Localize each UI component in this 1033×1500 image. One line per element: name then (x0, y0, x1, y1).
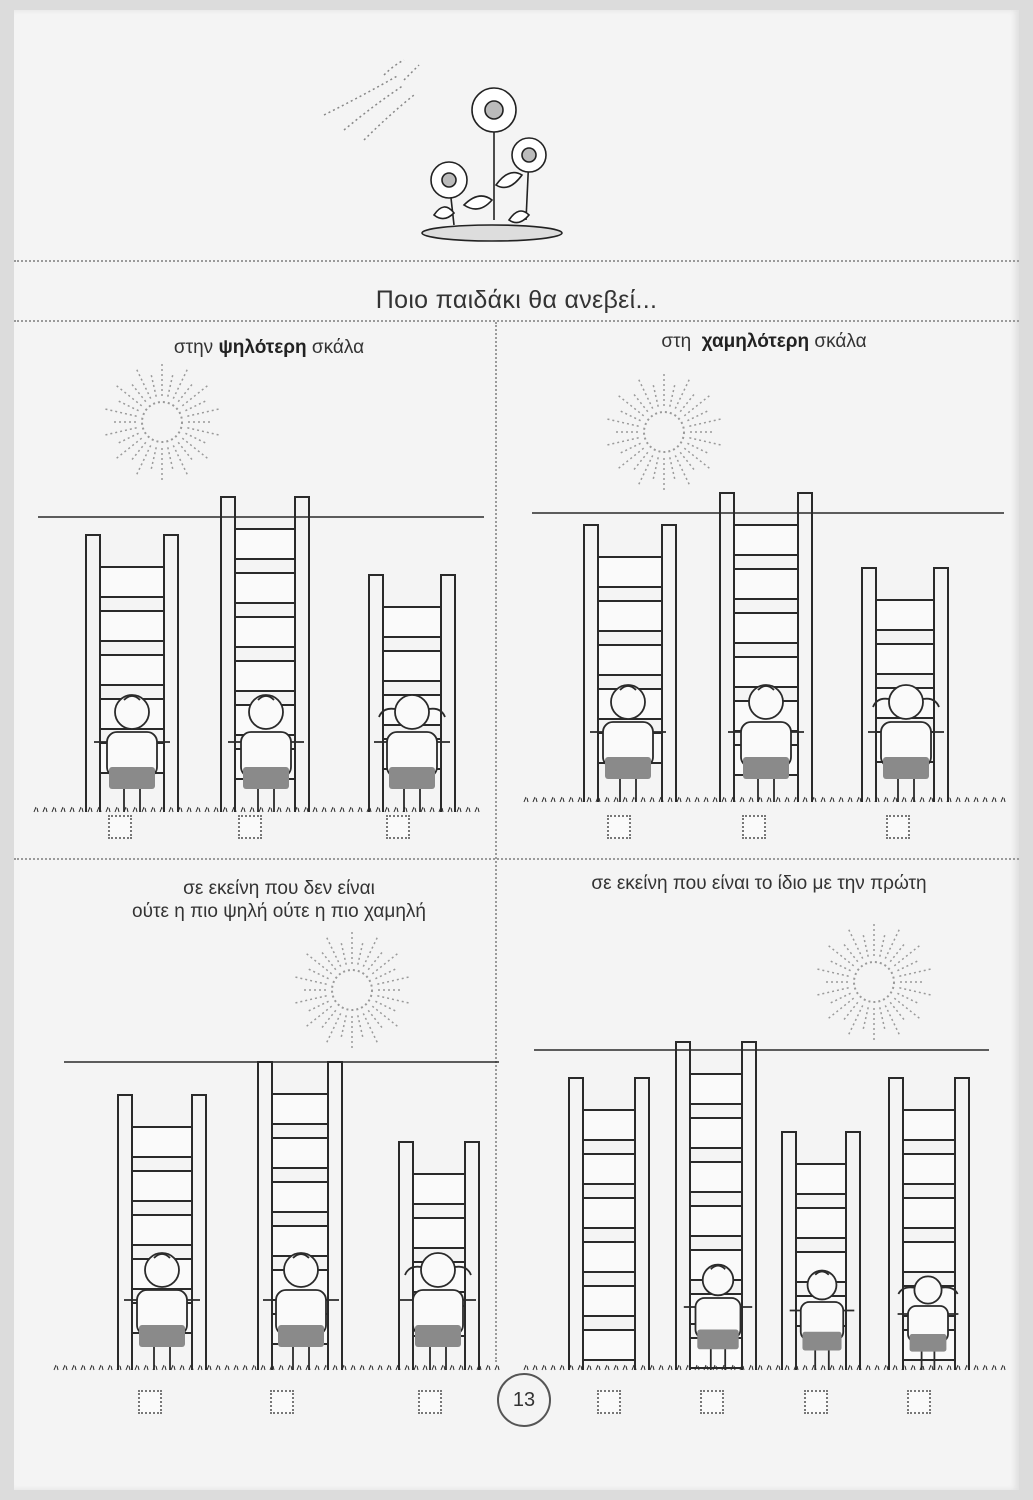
caption-emphasis: χαμηλότερη (701, 331, 810, 352)
answer-checkbox[interactable] (108, 815, 132, 839)
caption-line: σε εκείνη που δεν είναι (183, 878, 375, 899)
sun-icon (294, 930, 411, 1050)
answer-checkbox[interactable] (886, 815, 910, 839)
answer-checkbox[interactable] (804, 1390, 828, 1414)
page-title: Ποιο παιδάκι θα ανεβεί... (375, 286, 658, 314)
answer-checkbox[interactable] (238, 815, 262, 839)
caption-line: σε εκείνη που είναι το ίδιο με την πρώτη (591, 873, 927, 894)
scene-same-ladder (504, 910, 1014, 1430)
grass (524, 797, 1005, 802)
answer-checkbox[interactable] (597, 1390, 621, 1414)
grass (524, 1365, 1005, 1370)
answer-checkbox[interactable] (742, 815, 766, 839)
worksheet-page (14, 10, 1019, 1490)
sun-icon (816, 922, 933, 1042)
answer-checkbox[interactable] (270, 1390, 294, 1414)
page-number: 13 (497, 1373, 551, 1427)
answer-checkbox[interactable] (386, 815, 410, 839)
caption-same-as-first (514, 872, 1004, 895)
caption-text: στη (661, 331, 702, 352)
ladder (569, 1078, 649, 1370)
sun-icon (606, 372, 723, 492)
grass (54, 1365, 499, 1370)
caption-text: στην (173, 337, 219, 358)
sun-icon (104, 362, 221, 482)
caption-emphasis: ψηλότερη (218, 337, 307, 358)
divider-top (14, 260, 1019, 262)
scene-tallest-ladder (14, 350, 494, 870)
scene-shortest-ladder (504, 350, 1014, 870)
answer-checkbox[interactable] (700, 1390, 724, 1414)
caption-text: σκάλα (809, 331, 867, 352)
answer-checkbox[interactable] (907, 1390, 931, 1414)
flowers-illustration (304, 55, 564, 245)
scene-middle-ladder (14, 910, 504, 1430)
answer-checkbox[interactable] (418, 1390, 442, 1414)
answer-checkbox[interactable] (607, 815, 631, 839)
caption-text: σκάλα (306, 337, 365, 358)
divider-under-title (14, 320, 1019, 322)
answer-checkbox[interactable] (138, 1390, 162, 1414)
caption-line: ούτε η πιο ψηλή ούτε η πιο χαμηλή (132, 901, 426, 922)
